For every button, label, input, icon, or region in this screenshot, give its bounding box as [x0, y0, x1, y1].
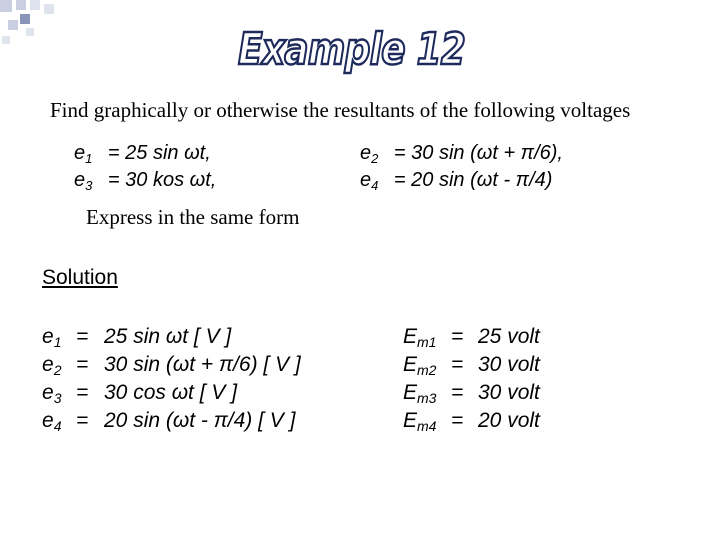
instruction-text: Express in the same form	[86, 205, 300, 229]
amplitude-value: $E_{m2} = 30$ volt	[403, 353, 540, 378]
deco-square	[16, 0, 26, 10]
solution-heading: Solution	[42, 266, 118, 289]
deco-square	[20, 14, 30, 24]
solution-equation: $e_3 = 30$ cos ωt [ V ]	[42, 381, 238, 406]
given-equation: $e_4 = 20$ sin (ωt - π/4)	[360, 169, 553, 193]
deco-square	[8, 20, 18, 30]
amplitude-value: $E_{m3} = 30$ volt	[403, 381, 540, 406]
solution-equation: $e_4 = 20$ sin (ωt - π/4) [ V ]	[42, 409, 296, 434]
slide-title: Example 12	[238, 24, 466, 75]
given-equation: $e_3 = 30$ kos ωt,	[74, 169, 217, 193]
solution-equation: $e_1 = 25$ sin ωt [ V ]	[42, 325, 232, 350]
deco-square	[0, 0, 12, 12]
deco-square	[44, 4, 54, 14]
deco-square	[30, 0, 40, 10]
solution-equation: $e_2 = 30$ sin (ωt + π/6) [ V ]	[42, 353, 301, 378]
amplitude-value: $E_{m4} = 20$ volt	[403, 409, 540, 434]
deco-square	[2, 36, 10, 44]
corner-decoration	[0, 0, 60, 50]
given-equation: $e_1 = 25$ sin ωt,	[74, 142, 211, 166]
given-equation: $e_2 = 30$ sin (ωt + π/6),	[360, 142, 563, 166]
question-text: Find graphically or otherwise the resultants of the following voltages	[50, 98, 631, 122]
deco-square	[26, 28, 34, 36]
amplitude-value: $E_{m1} = 25$ volt	[403, 325, 540, 350]
